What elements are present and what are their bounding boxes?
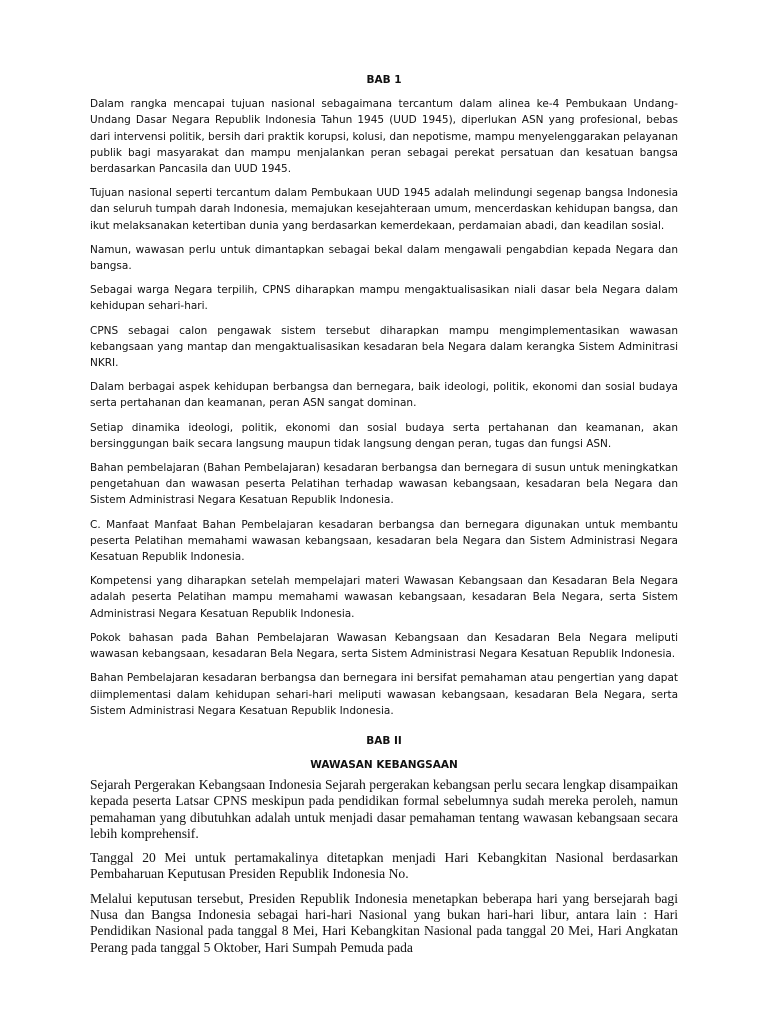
bab1-paragraph-4: Sebagai warga Negara terpilih, CPNS diharapkan mampu mengaktualisasikan niali dasar bela Negara dalam kehidupan sehari-hari. [90, 284, 678, 313]
bab1-paragraph-12: Bahan Pembelajaran kesadaran berbangsa dan bernegara ini bersifat pemahaman atau pengertian yang dapat diimplementasi dalam kehidupan sehari-hari meliputi wawasan kebangsaan, kesadaran Bela Negara, serta Sistem Administrasi Negara Kesatuan Republik Indonesia. [90, 672, 678, 717]
bab2-paragraph-2: Tanggal 20 Mei untuk pertamakalinya ditetapkan menjadi Hari Kebangkitan Nasional berdasarkan Pembaharuan Keputusan Presiden Republik Indonesia No. [90, 850, 678, 882]
bab1-paragraph-10: Kompetensi yang diharapkan setelah mempelajari materi Wawasan Kebangsaan dan Kesadaran Bela Negara adalah peserta Pelatihan mampu memahami wawasan kebangsaan, kesadaran Bela Negara, serta Sistem Administrasi Negara Kesatuan Republik Indonesia. [90, 575, 678, 620]
bab1-paragraph-9: C. Manfaat Manfaat Bahan Pembelajaran kesadaran berbangsa dan bernegara digunakan untuk membantu peserta Pelatihan memahami wawasan kebangsaan, kesadaran bela Negara dan Sistem Administrasi Negara Kesatuan Republik Indonesia. [90, 518, 678, 564]
bab1-paragraph-7: Setiap dinamika ideologi, politik, ekonomi dan sosial budaya serta pertahanan dan keamanan, akan bersinggungan baik secara langsung maupun tidak langsung dengan peran, tugas dan fungsi ASN. [90, 421, 678, 450]
bab1-paragraph-6: Dalam berbagai aspek kehidupan berbangsa dan bernegara, baik ideologi, politik, ekonomi dan sosial budaya serta pertahanan dan keamanan, peran ASN sangat dominan. [90, 381, 678, 410]
bab2-heading-block [90, 733, 678, 773]
bab2-paragraph-1: Sejarah Pergerakan Kebangsaan Indonesia Sejarah pergerakan kebangsan perlu secara lengkap disampaikan kepada peserta Latsar CPNS meskipun pada pendidikan formal sebelumnya sudah mereka peroleh, namun pemahaman yang dibutuhkan adalah untuk menjadi dasar pemahaman tentang wawasan kebangsaan secara lebih komprehensif. [90, 777, 678, 841]
bab1-paragraph-3: Namun, wawasan perlu untuk dimantapkan sebagai bekal dalam mengawali pengabdian kepada Negara dan bangsa. [90, 243, 678, 273]
bab1-paragraph-2: Tujuan nasional seperti tercantum dalam Pembukaan UUD 1945 adalah melindungi segenap bangsa Indonesia dan seluruh tumpah darah Indonesia, memajukan kesejahteraan umum, mencerdaskan kehidupan bangsa, dan ikut melaksanakan ketertiban dunia yang berdasarkan kemerdekaan, perdamaian abadi, dan keadilan sosial. [90, 187, 678, 232]
bab2-paragraph-3: Melalui keputusan tersebut, Presiden Republik Indonesia menetapkan beberapa hari yang bersejarah bagi Nusa dan Bangsa Indonesia sebagai hari-hari Nasional yang bukan hari-hari libur, antara lain : Hari Pendidikan Nasional pada tanggal 8 Mei, Hari Kebangkitan Nasional pada tanggal 20 Mei, Hari Angkatan Perang pada tanggal 5 Oktober, Hari Sumpah Pemuda pada [90, 890, 678, 955]
bab2-subheading: WAWASAN KEBANGSAAN [310, 759, 458, 772]
bab1-paragraph-11: Pokok bahasan pada Bahan Pembelajaran Wawasan Kebangsaan dan Kesadaran Bela Negara meliputi wawasan kebangsaan, kesadaran Bela Negara, serta Sistem Administrasi Negara Kesatuan Republik Indonesia. [90, 631, 678, 661]
bab2-heading: BAB II [366, 735, 402, 747]
bab1-section [90, 72, 678, 727]
bab2-section [90, 777, 678, 964]
bab1-heading: BAB 1 [366, 74, 402, 86]
bab1-paragraph-8: Bahan pembelajaran (Bahan Pembelajaran) kesadaran berbangsa dan bernegara di susun untuk meningkatkan pengetahuan dan wawasan peserta Pelatihan terhadap wawasan kebangsaan, kesadaran bela Negara dan Sistem Administrasi Negara Kesatuan Republik Indonesia. [90, 462, 678, 507]
bab1-paragraph-5: CPNS sebagai calon pengawak sistem tersebut diharapkan mampu mengimplementasikan wawasan kebangsaan yang mantap dan mengaktualisasikan kesadaran bela Negara dalam kerangka Sistem Adminitrasi NKRI. [90, 324, 678, 370]
bab1-paragraph-1: Dalam rangka mencapai tujuan nasional sebagaimana tercantum dalam alinea ke-4 Pembukaan Undang-Undang Dasar Negara Republik Indonesia Tahun 1945 (UUD 1945), diperlukan ASN yang profesional, bebas dari intervensi politik, bersih dari praktik korupsi, kolusi, dan nepotisme, mampu menyelenggarakan pelayanan publik bagi masyarakat dan mampu menjalankan peran sebagai perekat persatuan dan kesatuan bangsa berdasarkan Pancasila dan UUD 1945. [90, 98, 678, 176]
